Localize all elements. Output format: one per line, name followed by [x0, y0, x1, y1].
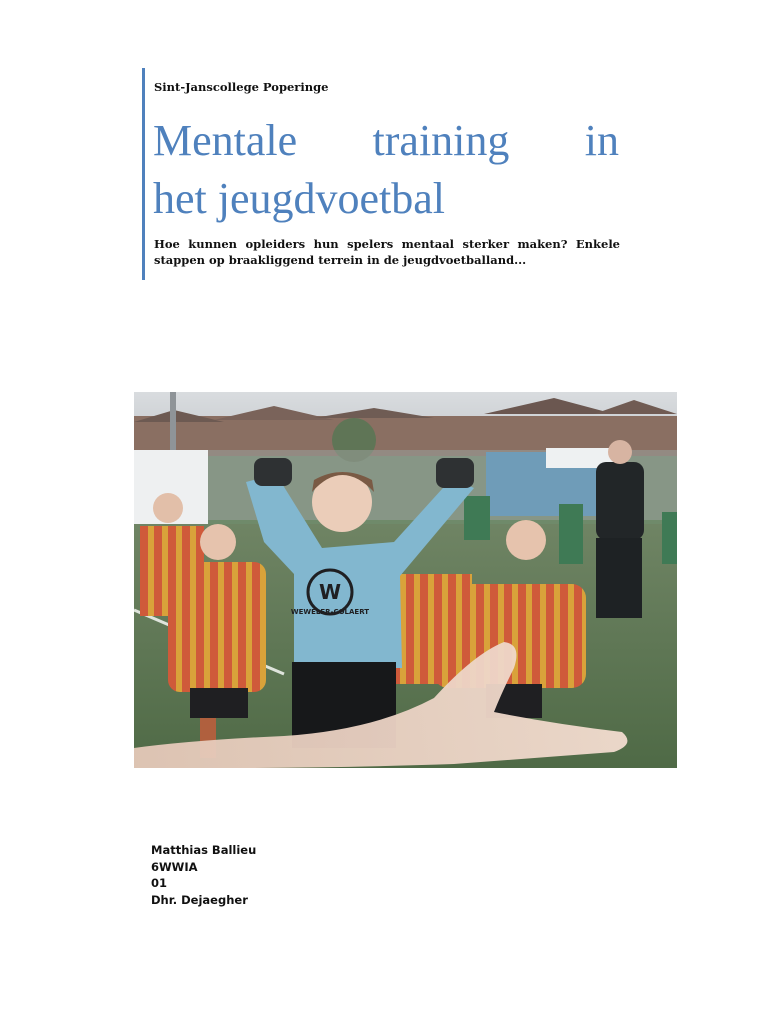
jersey-sponsor: WEWELER-COLAERT: [290, 608, 370, 616]
title-word: training: [372, 116, 510, 165]
title-block: [142, 68, 622, 280]
author-teacher: Dhr. Dejaegher: [151, 892, 248, 907]
title-word: Mentale: [153, 116, 298, 165]
title-line-2: het jeugdvoetbal: [153, 174, 446, 223]
jersey-logo: W: [318, 580, 342, 604]
author-class: 6WWIA: [151, 859, 198, 874]
title-word: in: [584, 116, 619, 165]
document-subtitle: Hoe kunnen opleiders hun spelers mentaal sterker maken? Enkele stappen op braakliggend terrein in de jeugdvoetballand...: [154, 237, 620, 267]
title-line-1: [153, 112, 619, 170]
author-block: [151, 842, 256, 908]
author-number: 01: [151, 876, 168, 890]
school-name: Sint-Janscollege Poperinge: [154, 80, 329, 94]
document-title: [153, 112, 619, 228]
author-name: Matthias Ballieu: [151, 843, 257, 857]
cover-photo: [134, 392, 677, 768]
